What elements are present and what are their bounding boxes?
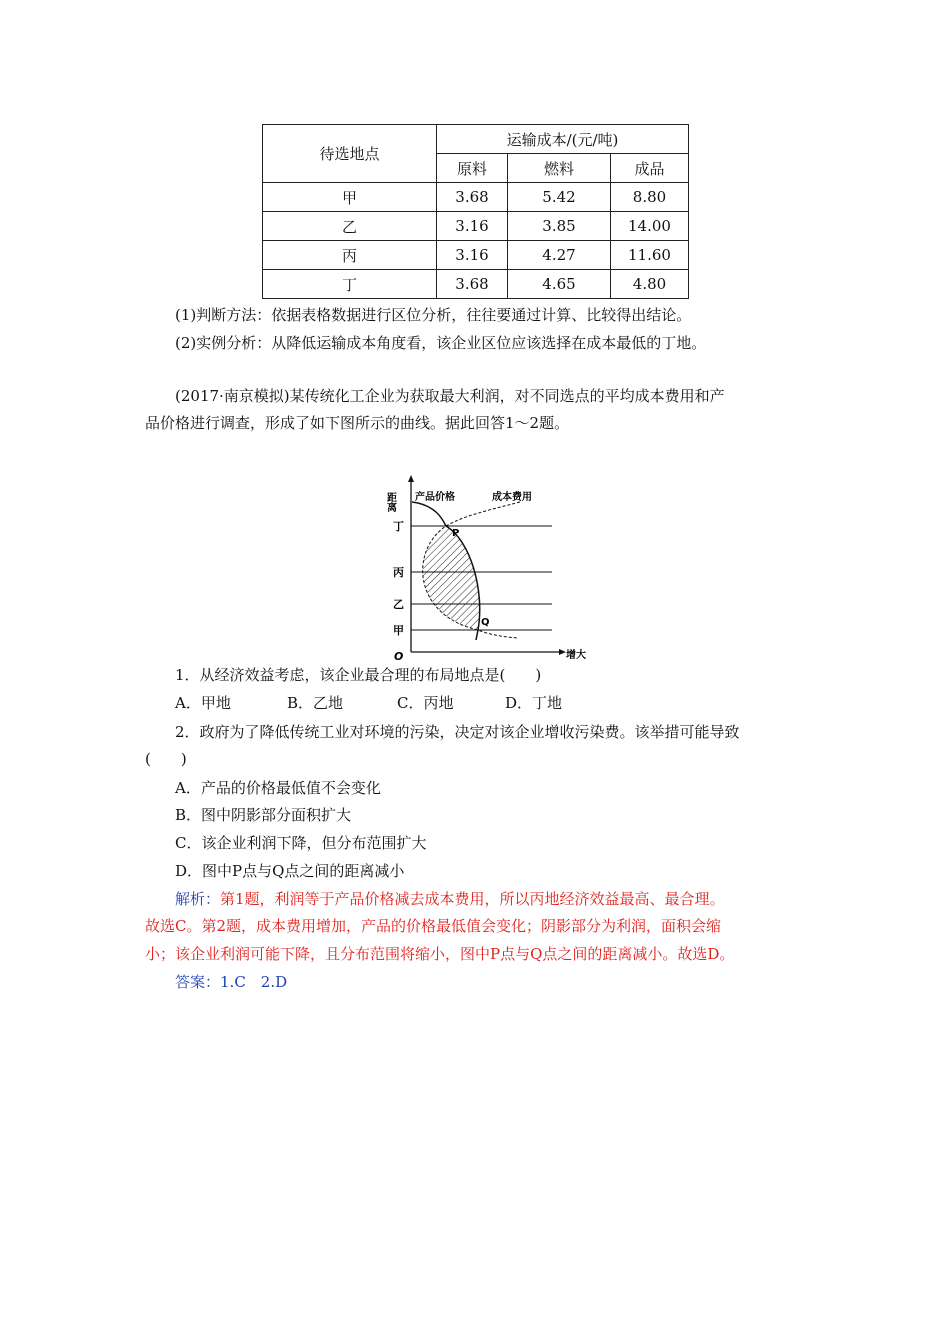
table-cell: 3.85 (508, 212, 611, 241)
origin-label: O (394, 650, 404, 663)
q1-option-c: C．丙地 (397, 694, 454, 712)
analysis-line-1 (175, 889, 725, 909)
q2-option-d: D．图中P点与Q点之间的距离减小 (175, 862, 405, 880)
table-cell: 11.60 (611, 241, 689, 270)
table-header-col: 原料 (437, 154, 508, 183)
q1-stem: 1．从经济效益考虑，该企业最合理的布局地点是( ) (175, 666, 542, 684)
table-cell-site: 丁 (263, 270, 437, 299)
tick-bing: 丙 (393, 566, 404, 579)
analysis-line-3: 小；该企业利润可能下降，且分布范围将缩小，图中P点与Q点之间的距离减小。故选D。 (145, 945, 735, 963)
q2-option-b: B．图中阴影部分面积扩大 (175, 806, 352, 824)
x-axis-arrow (559, 649, 566, 655)
table-row (263, 270, 689, 299)
note-judgement-method: (1)判断方法：依据表格数据进行区位分析，往往要通过计算、比较得出结论。 (175, 306, 692, 324)
table-cell-site: 丙 (263, 241, 437, 270)
x-axis-label: 增大 (566, 650, 586, 661)
analysis-label: 解析： (175, 890, 221, 908)
transport-cost-table (262, 124, 689, 299)
tick-jia: 甲 (393, 624, 404, 637)
table-cell-site: 甲 (263, 183, 437, 212)
tick-ding: 丁 (393, 520, 404, 533)
table-cell: 3.68 (437, 270, 508, 299)
table-cell: 3.68 (437, 183, 508, 212)
y-axis-label: 距离 (384, 492, 396, 512)
table-header-site: 待选地点 (263, 125, 437, 183)
q1-option-b: B．乙地 (287, 694, 344, 712)
y-axis-arrow (408, 475, 414, 482)
answer-text: 1.C 2.D (220, 973, 288, 991)
cost-price-figure (380, 470, 586, 665)
table-header-col: 燃料 (508, 154, 611, 183)
table-header-group: 运输成本/(元/吨) (437, 125, 689, 154)
q2-stem-line-1: 2．政府为了降低传统工业对环境的污染，决定对该企业增收污染费。该举措可能导致 (175, 723, 740, 741)
table-header-col: 成品 (611, 154, 689, 183)
q2-stem-line-2: ( ) (145, 750, 187, 768)
q1-option-d: D．丁地 (505, 694, 563, 712)
table-row (263, 183, 689, 212)
intro-line-1: (2017·南京模拟)某传统化工企业为获取最大利润，对不同选点的平均成本费用和产 (175, 387, 725, 405)
tick-yi: 乙 (393, 598, 404, 611)
analysis-line-2: 故选C。第2题，成本费用增加，产品的价格最低值会变化；阴影部分为利润，面积会缩 (145, 917, 722, 935)
table-cell: 5.42 (508, 183, 611, 212)
table-cell: 4.27 (508, 241, 611, 270)
answer-label: 答案： (175, 973, 221, 991)
point-q-label: Q (481, 617, 490, 628)
table-row (263, 241, 689, 270)
q1-option-a: A．甲地 (175, 694, 231, 712)
table-cell: 4.80 (611, 270, 689, 299)
q2-option-a: A．产品的价格最低值不会变化 (175, 779, 381, 797)
table-cell: 3.16 (437, 241, 508, 270)
table-cell: 4.65 (508, 270, 611, 299)
table-row (263, 212, 689, 241)
table-cell-site: 乙 (263, 212, 437, 241)
note-example-analysis: (2)实例分析：从降低运输成本角度看，该企业区位应该选择在成本最低的丁地。 (175, 334, 707, 352)
answer-line (175, 972, 287, 992)
table-cell: 8.80 (611, 183, 689, 212)
table-cell: 3.16 (437, 212, 508, 241)
point-p-label: P (452, 528, 460, 539)
price-curve-label: 产品价格 (415, 492, 455, 503)
table-cell: 14.00 (611, 212, 689, 241)
profit-shaded-region (423, 526, 480, 630)
q2-option-c: C．该企业利润下降，但分布范围扩大 (175, 834, 427, 852)
cost-curve-label: 成本费用 (492, 492, 532, 503)
intro-line-2: 品价格进行调查，形成了如下图所示的曲线。据此回答1～2题。 (145, 414, 570, 432)
analysis-text-1: 第1题，利润等于产品价格减去成本费用，所以丙地经济效益最高、最合理。 (220, 890, 725, 908)
